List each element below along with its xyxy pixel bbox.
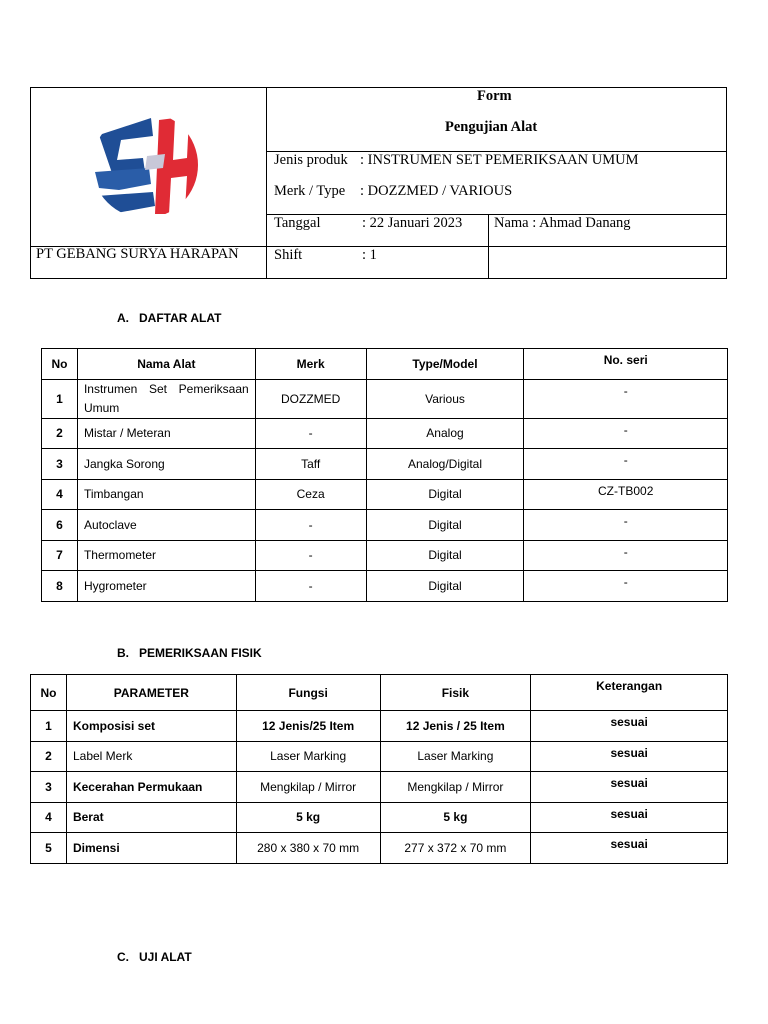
table-row: [31, 741, 728, 772]
cell-merk: Ceza: [255, 479, 366, 510]
shift-value: : 1: [362, 247, 377, 263]
cell-no-seri: -: [524, 540, 728, 571]
cell-fungsi: Mengkilap / Mirror: [236, 772, 380, 803]
table-header-row: [31, 675, 728, 711]
cell-merk: -: [255, 418, 366, 449]
form-subtitle: Pengujian Alat: [445, 119, 538, 135]
table-row: [31, 711, 728, 742]
cell-no-seri: -: [524, 418, 728, 449]
cell-fungsi: 5 kg: [236, 802, 380, 833]
table-row: [42, 571, 728, 602]
table-row: [42, 449, 728, 480]
cell-no-seri: -: [524, 571, 728, 602]
cell-type: Analog: [366, 418, 524, 449]
cell-nama-alat: Autoclave: [77, 510, 255, 541]
column-header: No: [42, 349, 78, 380]
cell-no: 5: [31, 833, 67, 864]
table-row: [42, 379, 728, 418]
cell-parameter: Label Merk: [66, 741, 236, 772]
cell-no: 2: [31, 741, 67, 772]
section-b-title: B. PEMERIKSAAN FISIK: [117, 646, 262, 660]
column-header: Keterangan: [531, 675, 728, 711]
cell-keterangan: sesuai: [531, 772, 728, 803]
merk-type-value: : DOZZMED / VARIOUS: [360, 183, 513, 199]
cell-nama-alat: Jangka Sorong: [77, 449, 255, 480]
table-row: [42, 418, 728, 449]
cell-fisik: Mengkilap / Mirror: [380, 772, 531, 803]
column-header: PARAMETER: [66, 675, 236, 711]
tanggal-value: : 22 Januari 2023: [362, 215, 463, 231]
cell-no: 4: [42, 479, 78, 510]
cell-parameter: Komposisi set: [66, 711, 236, 742]
cell-type: Various: [366, 379, 524, 418]
column-header: No. seri: [524, 349, 728, 380]
cell-keterangan: sesuai: [531, 802, 728, 833]
cell-fungsi: 280 x 380 x 70 mm: [236, 833, 380, 864]
form-header: [30, 87, 727, 279]
table-row: [42, 540, 728, 571]
cell-merk: DOZZMED: [255, 379, 366, 418]
cell-merk: -: [255, 540, 366, 571]
table-row: [42, 510, 728, 541]
column-header: Nama Alat: [77, 349, 255, 380]
cell-no: 3: [42, 449, 78, 480]
cell-no-seri: -: [524, 379, 728, 418]
cell-type: Analog/Digital: [366, 449, 524, 480]
jenis-produk-value: : INSTRUMEN SET PEMERIKSAAN UMUM: [360, 152, 639, 168]
shift-label: Shift: [274, 247, 303, 263]
cell-fisik: Laser Marking: [380, 741, 531, 772]
cell-fungsi: 12 Jenis/25 Item: [236, 711, 380, 742]
cell-no: 1: [31, 711, 67, 742]
company-logo-icon: [91, 110, 203, 220]
cell-no: 6: [42, 510, 78, 541]
column-header: Type/Model: [366, 349, 524, 380]
cell-merk: Taff: [255, 449, 366, 480]
cell-merk: -: [255, 571, 366, 602]
cell-keterangan: sesuai: [531, 741, 728, 772]
table-row: [31, 802, 728, 833]
table-row: [42, 479, 728, 510]
cell-type: Digital: [366, 571, 524, 602]
cell-fisik: 277 x 372 x 70 mm: [380, 833, 531, 864]
nama-field: Nama : Ahmad Danang: [494, 215, 631, 231]
table-header-row: [42, 349, 728, 380]
tanggal-label: Tanggal: [274, 215, 321, 231]
cell-parameter: Berat: [66, 802, 236, 833]
column-header: No: [31, 675, 67, 711]
section-a-title: A. DAFTAR ALAT: [117, 311, 222, 325]
cell-parameter: Kecerahan Permukaan: [66, 772, 236, 803]
column-header: Fungsi: [236, 675, 380, 711]
table-row: [31, 833, 728, 864]
table-row: [31, 772, 728, 803]
cell-nama-alat: Thermometer: [77, 540, 255, 571]
cell-fungsi: Laser Marking: [236, 741, 380, 772]
cell-parameter: Dimensi: [66, 833, 236, 864]
cell-type: Digital: [366, 510, 524, 541]
cell-no-seri: -: [524, 510, 728, 541]
cell-nama-alat: Instrumen Set Pemeriksaan Umum: [77, 379, 255, 418]
cell-merk: -: [255, 510, 366, 541]
cell-no: 7: [42, 540, 78, 571]
cell-fisik: 12 Jenis / 25 Item: [380, 711, 531, 742]
cell-type: Digital: [366, 479, 524, 510]
cell-no: 8: [42, 571, 78, 602]
daftar-alat-table: [41, 348, 728, 602]
cell-type: Digital: [366, 540, 524, 571]
cell-fisik: 5 kg: [380, 802, 531, 833]
cell-no: 1: [42, 379, 78, 418]
column-header: Merk: [255, 349, 366, 380]
company-name: PT GEBANG SURYA HARAPAN: [36, 246, 239, 262]
cell-keterangan: sesuai: [531, 711, 728, 742]
cell-nama-alat: Hygrometer: [77, 571, 255, 602]
cell-no: 3: [31, 772, 67, 803]
cell-no-seri: -: [524, 449, 728, 480]
cell-nama-alat: Timbangan: [77, 479, 255, 510]
cell-keterangan: sesuai: [531, 833, 728, 864]
form-title: Form: [477, 88, 512, 104]
cell-no-seri: CZ-TB002: [524, 479, 728, 510]
cell-nama-alat: Mistar / Meteran: [77, 418, 255, 449]
jenis-produk-label: Jenis produk: [274, 152, 348, 168]
merk-type-label: Merk / Type: [274, 183, 346, 199]
cell-no: 4: [31, 802, 67, 833]
column-header: Fisik: [380, 675, 531, 711]
cell-no: 2: [42, 418, 78, 449]
section-c-title: C. UJI ALAT: [117, 950, 192, 964]
pemeriksaan-fisik-table: [30, 674, 728, 864]
